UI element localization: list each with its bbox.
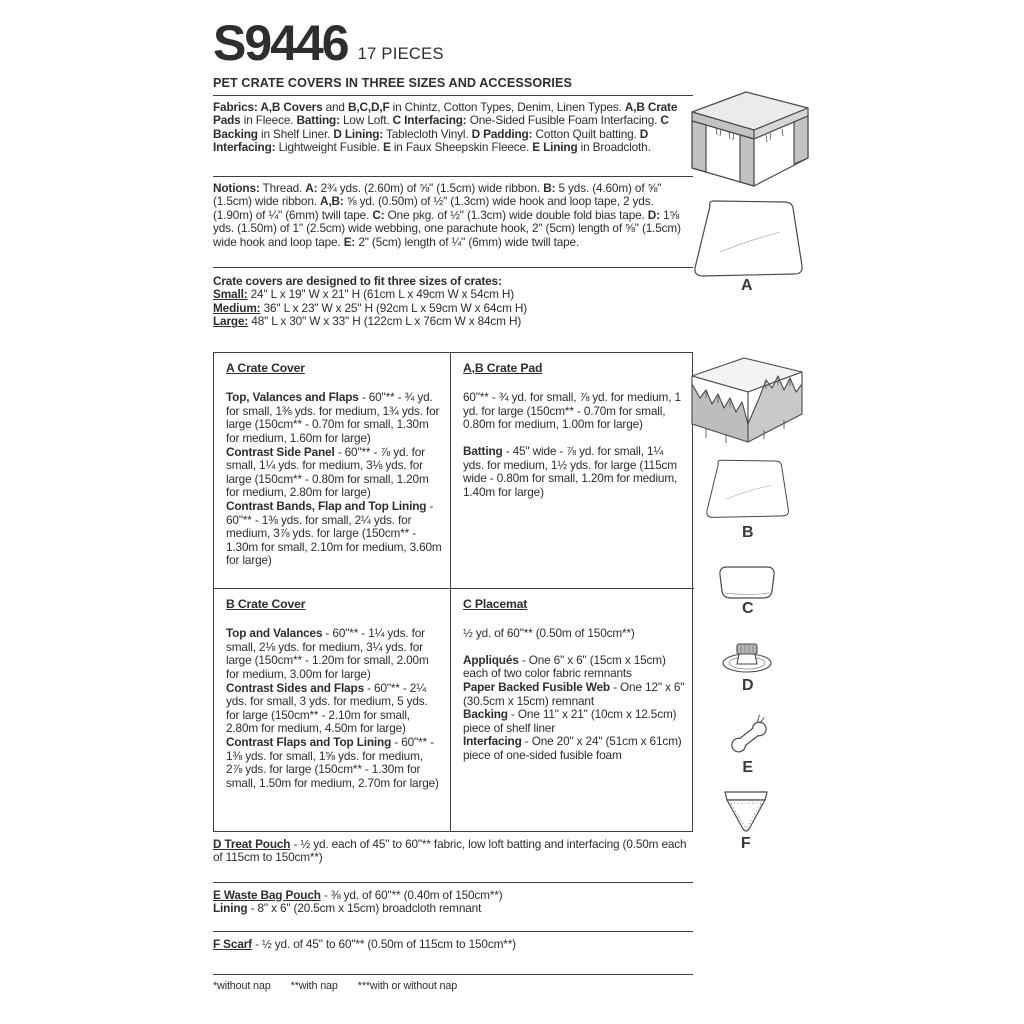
c-placemat-item: Backing - One 11" x 21" (10cm x 12.5cm) piece of shelf liner [463, 707, 677, 735]
f-scarf-text: F Scarf - ½ yd. of 45" to 60"** (0.50m of 115cm to 150cm**) [213, 936, 516, 951]
a-crate-cover-item: Top, Valances and Flaps - 60"** - ¾ yd. for small, 1⅜ yds. for medium, 1¾ yds. for large (150cm** - 0.70m for small, 1.30m for medium, 1.60m for large) [226, 390, 440, 445]
view-b-label: B [741, 524, 755, 541]
crate-size-large: Large: 48" L x 30" W x 33" H (122cm L x 76cm W x 84cm H) [213, 314, 522, 329]
c-placemat-item: Paper Backed Fusible Web - One 12" x 6" (30.5cm x 15cm) remnant [463, 679, 685, 708]
crate-cover-a-drawing [684, 82, 816, 190]
view-a-label: A [740, 277, 754, 294]
waste-bag-pouch-e-drawing [726, 712, 772, 758]
crate-cover-b-illustration [686, 350, 808, 452]
d-treat-pouch-text: D Treat Pouch - ½ yd. each of 45" to 60"** fabric, low loft batting and interfacing (0.50m each of 115cm to 150cm**) [213, 836, 687, 865]
treat-pouch-d-drawing [720, 640, 774, 676]
c-placemat-item: Interfacing - One 20" x 24" (51cm x 61cm) piece of one-sided fusible foam [463, 734, 682, 762]
view-f-label: F [740, 835, 752, 852]
a-crate-cover-heading: A Crate Cover [226, 360, 305, 375]
view-e-label: E [742, 759, 754, 776]
b-crate-cover-item: Contrast Sides and Flaps - 60"** - 2¼ yds. for small, 3 yds. for medium, 5 yds. for large (150cm** - 2.10m for small, 2.80m for medium, 4.50m for large) [226, 680, 428, 736]
crate-pad-a-illustration [692, 198, 806, 282]
e-waste-bag-pouch-lining: Lining - 8" x 6" (20.5cm x 15cm) broadcloth remnant [213, 901, 482, 916]
crate-sizes-heading: Crate covers are designed to fit three sizes of crates: [213, 273, 502, 288]
pattern-number: S9446 [213, 15, 348, 71]
crate-cover-a-illustration [684, 82, 816, 190]
view-c-label: C [741, 600, 755, 617]
fabrics-paragraph: Fabrics: A,B Covers and B,C,D,F in Chintz, Cotton Types, Denim, Linen Types. A,B Crate Pads in Fleece. Batting: Low Loft. C Interfacing: One-Sided Fusible Foam Interfacing. C Backing in Shelf Liner. D Lining: Tablecloth Vinyl. D Padding: Cotton Quilt batting. D Interfacing: Lightweight Fusible. E in Faux Sheepskin Fleece. E Lining in Broadcloth. [213, 96, 693, 177]
footnote-without-nap: *without nap [213, 979, 271, 992]
ab-crate-pad-batting: Batting - 45" wide - ⅞ yd. for small, 1¼ yds. for medium, 1½ yds. for large (115cm wide - 0.80m for small, 1.20m for medium, 1.40m for large) [463, 443, 678, 499]
waste-bag-pouch-e-illustration [726, 712, 772, 758]
crate-pad-b-illustration [698, 458, 798, 522]
a-crate-cover-item: Contrast Side Panel - 60"** - ⅞ yd. for small, 1¼ yds. for medium, 3⅛ yds. for large (150cm** - 0.80m for small, 1.20m for medium, 2.80m for large) [226, 444, 429, 500]
b-crate-cover-item: Top and Valances - 60"** - 1¼ yds. for small, 2⅛ yds. for medium, 3¼ yds. for large (150cm** - 1.20m for small, 2.00m for medium, 3.00m for large) [226, 626, 429, 681]
footnote-with-nap: **with nap [290, 979, 338, 992]
treat-pouch-d-illustration [720, 640, 774, 676]
ab-crate-pad-yardage: 60"** - ¾ yd. for small, ⅞ yd. for medium, 1 yd. for large (150cm** - 0.70m for small, 0.80m for medium, 1.00m for large) [463, 390, 681, 432]
footnote-with-or-without-nap: ***with or without nap [357, 979, 458, 992]
page-title: PET CRATE COVERS IN THREE SIZES AND ACCESSORIES [213, 77, 693, 96]
b-crate-cover-item: Contrast Flaps and Top Lining - 60"** - 1⅜ yds. for small, 1⅝ yds. for medium, 2⅞ yds. for large (150cm** - 1.30m for small, 1.50m for medium, 2.70m for large) [226, 734, 439, 790]
ab-crate-pad-heading: A,B Crate Pad [463, 360, 543, 375]
c-placemat-item: Appliqués - One 6" x 6" (15cm x 15cm) each of two color fabric remnants [463, 652, 666, 681]
c-placemat-yardage: ½ yd. of 60"** (0.50m of 150cm**) [463, 626, 635, 641]
pieces-count: 17 PIECES [357, 45, 444, 63]
placemat-c-drawing [716, 564, 778, 602]
scarf-f-drawing [718, 786, 774, 834]
c-placemat-heading: C Placemat [463, 596, 528, 611]
crate-pad-b-drawing [698, 458, 798, 522]
view-d-label: D [741, 677, 755, 694]
crate-pad-a-drawing [692, 198, 806, 282]
a-crate-cover-item: Contrast Bands, Flap and Top Lining - 60"** - 1⅜ yds. for small, 2¼ yds. for medium, 3⅞ yds. for large (150cm** - 1.30m for small, 2.10m for medium, 3.60m for large) [226, 498, 442, 568]
crate-cover-b-drawing [686, 350, 808, 452]
scarf-f-illustration [718, 786, 774, 834]
e-waste-bag-pouch-text: E Waste Bag Pouch - ⅜ yd. of 60"** (0.40m of 150cm**) [213, 887, 503, 902]
placemat-c-illustration [716, 564, 778, 602]
crate-size-medium: Medium: 36" L x 23" W x 25" H (92cm L x 59cm W x 64cm H) [213, 300, 528, 315]
crate-size-small: Small: 24" L x 19" W x 21" H (61cm L x 49cm W x 54cm H) [213, 287, 515, 302]
notions-paragraph: Notions: Thread. A: 2¾ yds. (2.60m) of ⅝" (1.5cm) wide ribbon. B: 5 yds. (4.60m) of ⅝" (1.5cm) wide ribbon. A,B: ⅝ yd. (0.50m) of ½" (1.3cm) wide hook and loop tape, 2 yds. (1.90m) of ¼" (6mm) twill tape. C: One pkg. of ½" (1.3cm) wide double fold bias tape. D: 1⅝ yds. (1.50m) of 1" (2.5cm) wide webbing, one parachute hook, 2" (5cm) length of ⅝" (1.5cm) wide hook and loop tape. E: 2" (5cm) length of ¼" (6mm) wide twill tape. [213, 177, 693, 268]
b-crate-cover-heading: B Crate Cover [226, 596, 306, 611]
